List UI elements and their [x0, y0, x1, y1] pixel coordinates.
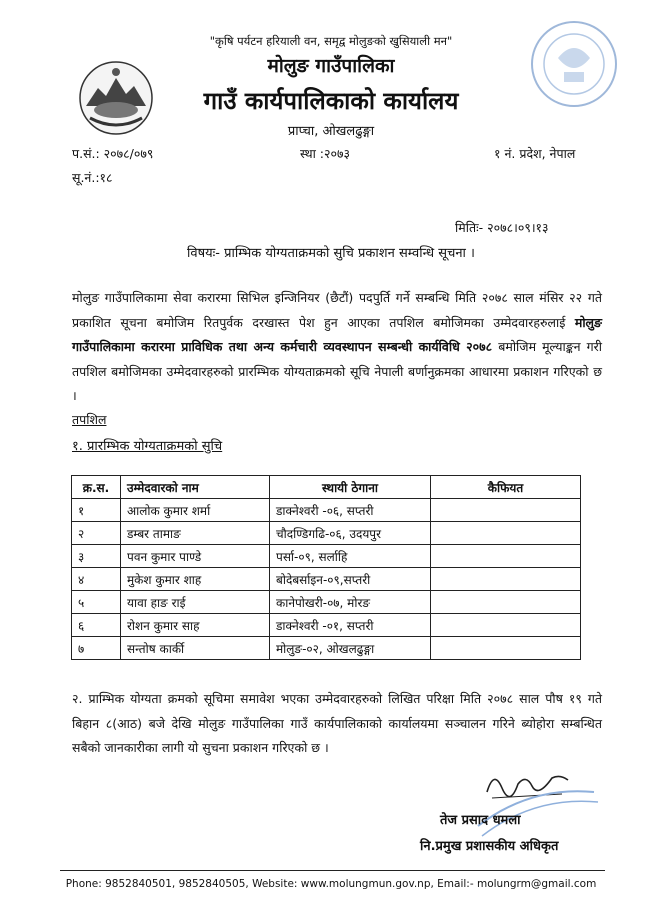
- col-header-address: स्थायी ठेगाना: [270, 476, 431, 499]
- signatory-title: नि.प्रमुख प्रशासकीय अधिकृत: [420, 839, 559, 854]
- cell-address: बोदेबर्साइन-०९,सप्तरी: [270, 568, 431, 591]
- cell-name: रोशन कुमार साह: [121, 614, 270, 637]
- footer-contact: Phone: 9852840501, 9852840505, Website: www.molungmun.gov.np, Email:- molungrm@gmail.com: [65, 878, 597, 890]
- cell-address: डाक्नेश्वरी -०१, सप्तरी: [270, 614, 431, 637]
- cell-remarks: [431, 614, 581, 637]
- notice-date: मितिः- २०७८।०९।१३: [455, 220, 549, 235]
- para1-bold: मोलुङ गाउँपालिकामा करारमा प्राविधिक तथा अन्य कर्मचारी व्यवस्थापन सम्बन्धी कार्यविधि २०७८: [72, 314, 602, 354]
- cell-sn: ६: [72, 614, 121, 637]
- established-year: स्था :२०७३: [300, 146, 351, 161]
- table-row: [72, 499, 581, 522]
- table-row: [72, 637, 581, 660]
- tapsil-heading: तपशिल: [72, 412, 107, 427]
- cell-name: पवन कुमार पाण्डे: [121, 545, 270, 568]
- cell-remarks: [431, 637, 581, 660]
- province: १ नं. प्रदेश, नेपाल: [494, 146, 576, 161]
- body-paragraph-2: २. प्राम्भिक योग्यता क्रमको सूचिमा समावेश भएका उम्मेदवारहरुको लिखित परिक्षा मिति २०७८ साल पौष १९ गते बिहान ८(आठ) बजे देखि मोलुङ गाउँपालिका गाउँ कार्यपालिकाको कार्यालयमा सञ्चालन गरिने ब्योहोरा सम्बन्धित सबैको जानकारीका लागी यो सुचना प्रकाशन गरिएको छ ।: [72, 691, 602, 755]
- subject-line: विषयः- प्राम्भिक योग्यताक्रमको सुचि प्रकाशन सम्वन्धि सूचना ।: [186, 246, 475, 261]
- para1-text-a: मोलुङ गाउँपालिकामा सेवा करारमा सिभिल इन्जिनियर (छैटौं) पदपुर्ति गर्ने सम्बन्धि मिति २०७८ साल मंसिर २२ गते प्रकाशित सूचना बमोजिम रितपुर्वक दरखास्त पेश हुन आएका तपशिल बमोजिमका उम्मेदवारहरुलाई: [72, 290, 602, 330]
- cell-sn: ३: [72, 545, 121, 568]
- footer-divider: [60, 870, 605, 871]
- body-paragraph-1: [72, 286, 602, 409]
- signatory-name: तेज प्रसाद धमला: [440, 813, 521, 828]
- cell-sn: १: [72, 499, 121, 522]
- table-header-row: [72, 476, 581, 499]
- tagline: "कृषि पर्यटन हरियाली वन, समृद्व मोलुङको खुसियाली मन": [209, 34, 453, 48]
- table-row: [72, 522, 581, 545]
- office-name: गाउँ कार्यपालिकाको कार्यालय: [203, 87, 459, 115]
- candidate-table: [71, 475, 581, 660]
- cell-name: यावा हाङ राई: [121, 591, 270, 614]
- table-row: [72, 545, 581, 568]
- table-row: [72, 614, 581, 637]
- cell-sn: ५: [72, 591, 121, 614]
- cell-remarks: [431, 499, 581, 522]
- cell-address: कानेपोखरी-०७, मोरङ: [270, 591, 431, 614]
- table-row: [72, 591, 581, 614]
- cell-address: चौदण्डिगढि-०६, उदयपुर: [270, 522, 431, 545]
- dispatch-number: सू.नं.:१८: [72, 170, 113, 185]
- cell-remarks: [431, 522, 581, 545]
- cell-sn: ७: [72, 637, 121, 660]
- col-header-remarks: कैफियत: [431, 476, 581, 499]
- office-address: प्राप्चा, ओखलढुङ्गा: [287, 124, 375, 139]
- cell-sn: ४: [72, 568, 121, 591]
- para1-text-b: बमोजिम मूल्याङ्कन गरी तपशिल बमोजिमका उम्मेदवारहरुको प्रारम्भिक योग्यताक्रमको सूचि नेपाली बर्णानुक्रमका आधारमा प्रकाशन गरिएको छ ।: [72, 339, 602, 403]
- municipality-name: मोलुङ गाउँपालिका: [267, 55, 395, 77]
- cell-name: सन्तोष कार्की: [121, 637, 270, 660]
- cell-address: पर्सा-०९, सर्लाहि: [270, 545, 431, 568]
- cell-address: डाक्नेश्वरी -०६, सप्तरी: [270, 499, 431, 522]
- reference-number: प.सं.: २०७८/०७९: [72, 146, 154, 161]
- cell-sn: २: [72, 522, 121, 545]
- list-heading: १. प्रारम्भिक योग्यताक्रमको सुचि: [72, 439, 223, 454]
- cell-address: मोलुङ-०२, ओखलढुङ्गा: [270, 637, 431, 660]
- col-header-sn: क्र.स.: [72, 476, 121, 499]
- col-header-name: उम्मेदवारको नाम: [121, 476, 270, 499]
- cell-name: मुकेश कुमार शाह: [121, 568, 270, 591]
- cell-remarks: [431, 591, 581, 614]
- cell-name: डम्बर तामाङ: [121, 522, 270, 545]
- table-row: [72, 568, 581, 591]
- cell-name: आलोक कुमार शर्मा: [121, 499, 270, 522]
- cell-remarks: [431, 568, 581, 591]
- cell-remarks: [431, 545, 581, 568]
